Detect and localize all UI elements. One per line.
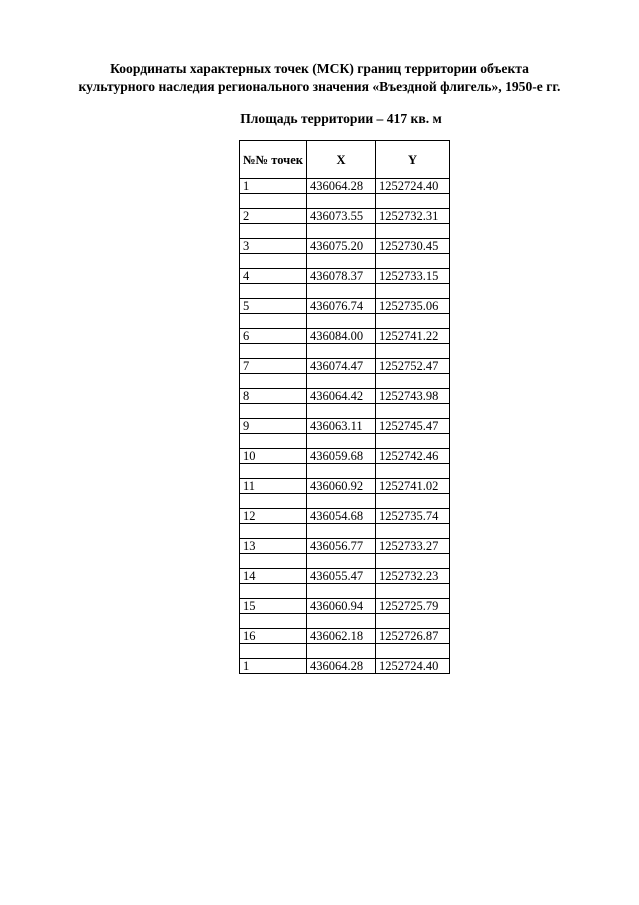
cell-point-number: 12: [240, 509, 307, 524]
cell-point-number: 7: [240, 359, 307, 374]
table-row: [240, 359, 450, 374]
spacer-cell: [306, 254, 375, 269]
table-row: [240, 569, 450, 584]
table-spacer-row: [240, 314, 450, 329]
cell-x: 436064.28: [306, 179, 375, 194]
table-row: [240, 269, 450, 284]
cell-point-number: 3: [240, 239, 307, 254]
table-spacer-row: [240, 284, 450, 299]
spacer-cell: [306, 284, 375, 299]
spacer-cell: [306, 584, 375, 599]
cell-y: 1252743.98: [375, 389, 449, 404]
spacer-cell: [375, 404, 449, 419]
spacer-cell: [240, 554, 307, 569]
spacer-cell: [306, 194, 375, 209]
spacer-cell: [306, 314, 375, 329]
spacer-cell: [306, 524, 375, 539]
cell-point-number: 2: [240, 209, 307, 224]
table-row: [240, 209, 450, 224]
title-line-2: культурного наследия регионального значения «Въездной флигель», 1950-е гг.: [78, 79, 561, 94]
cell-x: 436073.55: [306, 209, 375, 224]
cell-point-number: 16: [240, 629, 307, 644]
spacer-cell: [240, 314, 307, 329]
spacer-cell: [240, 344, 307, 359]
spacer-cell: [375, 314, 449, 329]
cell-y: 1252741.22: [375, 329, 449, 344]
cell-y: 1252741.02: [375, 479, 449, 494]
spacer-cell: [375, 374, 449, 389]
spacer-cell: [306, 344, 375, 359]
table-header-row: [240, 141, 450, 179]
spacer-cell: [306, 464, 375, 479]
spacer-cell: [240, 584, 307, 599]
spacer-cell: [306, 554, 375, 569]
table-spacer-row: [240, 254, 450, 269]
spacer-cell: [375, 344, 449, 359]
spacer-cell: [375, 254, 449, 269]
cell-point-number: 5: [240, 299, 307, 314]
area-text: Площадь территории – 417 кв. м: [240, 111, 442, 126]
table-row: [240, 389, 450, 404]
spacer-cell: [240, 194, 307, 209]
coordinates-table: [239, 140, 450, 674]
table-row: [240, 419, 450, 434]
spacer-cell: [240, 434, 307, 449]
spacer-cell: [306, 374, 375, 389]
cell-x: 436054.68: [306, 509, 375, 524]
cell-y: 1252733.15: [375, 269, 449, 284]
spacer-cell: [375, 614, 449, 629]
table-row: [240, 629, 450, 644]
header-y: Y: [375, 141, 449, 179]
spacer-cell: [306, 614, 375, 629]
spacer-cell: [306, 494, 375, 509]
table-spacer-row: [240, 434, 450, 449]
cell-x: 436056.77: [306, 539, 375, 554]
table-row: [240, 239, 450, 254]
spacer-cell: [240, 614, 307, 629]
cell-point-number: 9: [240, 419, 307, 434]
cell-point-number: 11: [240, 479, 307, 494]
table-spacer-row: [240, 374, 450, 389]
cell-y: 1252742.46: [375, 449, 449, 464]
spacer-cell: [240, 404, 307, 419]
spacer-cell: [375, 554, 449, 569]
table-row: [240, 299, 450, 314]
table-spacer-row: [240, 554, 450, 569]
cell-y: 1252752.47: [375, 359, 449, 374]
spacer-cell: [240, 644, 307, 659]
cell-x: 436084.00: [306, 329, 375, 344]
cell-y: 1252732.23: [375, 569, 449, 584]
spacer-cell: [306, 224, 375, 239]
cell-point-number: 4: [240, 269, 307, 284]
cell-y: 1252735.74: [375, 509, 449, 524]
spacer-cell: [375, 464, 449, 479]
table-spacer-row: [240, 344, 450, 359]
cell-y: 1252725.79: [375, 599, 449, 614]
cell-y: 1252726.87: [375, 629, 449, 644]
table-spacer-row: [240, 404, 450, 419]
spacer-cell: [240, 524, 307, 539]
cell-x: 436059.68: [306, 449, 375, 464]
cell-y: 1252735.06: [375, 299, 449, 314]
table-row: [240, 599, 450, 614]
document-title: [0, 60, 639, 96]
table-row: [240, 329, 450, 344]
cell-y: 1252724.40: [375, 179, 449, 194]
table-row: [240, 509, 450, 524]
title-line-1: Координаты характерных точек (МСК) границ территории объекта: [110, 61, 529, 76]
spacer-cell: [306, 644, 375, 659]
spacer-cell: [375, 434, 449, 449]
cell-x: 436060.92: [306, 479, 375, 494]
table-body: [240, 179, 450, 674]
cell-x: 436075.20: [306, 239, 375, 254]
cell-x: 436062.18: [306, 629, 375, 644]
spacer-cell: [375, 584, 449, 599]
cell-x: 436063.11: [306, 419, 375, 434]
header-point-number: №№ точек: [240, 141, 307, 179]
spacer-cell: [240, 494, 307, 509]
cell-point-number: 13: [240, 539, 307, 554]
table-row: [240, 179, 450, 194]
spacer-cell: [375, 284, 449, 299]
cell-point-number: 1: [240, 659, 307, 674]
cell-x: 436060.94: [306, 599, 375, 614]
table-spacer-row: [240, 464, 450, 479]
cell-y: 1252745.47: [375, 419, 449, 434]
cell-point-number: 15: [240, 599, 307, 614]
table-spacer-row: [240, 494, 450, 509]
spacer-cell: [375, 224, 449, 239]
table-row: [240, 659, 450, 674]
cell-point-number: 8: [240, 389, 307, 404]
table-spacer-row: [240, 614, 450, 629]
table-spacer-row: [240, 224, 450, 239]
spacer-cell: [240, 254, 307, 269]
cell-y: 1252732.31: [375, 209, 449, 224]
cell-point-number: 10: [240, 449, 307, 464]
cell-y: 1252730.45: [375, 239, 449, 254]
spacer-cell: [306, 404, 375, 419]
cell-x: 436078.37: [306, 269, 375, 284]
spacer-cell: [240, 464, 307, 479]
spacer-cell: [375, 644, 449, 659]
table-spacer-row: [240, 524, 450, 539]
cell-y: 1252733.27: [375, 539, 449, 554]
cell-x: 436074.47: [306, 359, 375, 374]
spacer-cell: [240, 224, 307, 239]
cell-x: 436064.42: [306, 389, 375, 404]
table-spacer-row: [240, 584, 450, 599]
spacer-cell: [240, 374, 307, 389]
cell-point-number: 1: [240, 179, 307, 194]
header-x: X: [306, 141, 375, 179]
cell-x: 436064.28: [306, 659, 375, 674]
spacer-cell: [240, 284, 307, 299]
cell-point-number: 14: [240, 569, 307, 584]
cell-x: 436055.47: [306, 569, 375, 584]
table-row: [240, 449, 450, 464]
spacer-cell: [375, 524, 449, 539]
table-spacer-row: [240, 644, 450, 659]
spacer-cell: [375, 194, 449, 209]
cell-point-number: 6: [240, 329, 307, 344]
table-row: [240, 539, 450, 554]
table-row: [240, 479, 450, 494]
spacer-cell: [306, 434, 375, 449]
spacer-cell: [375, 494, 449, 509]
cell-x: 436076.74: [306, 299, 375, 314]
cell-y: 1252724.40: [375, 659, 449, 674]
table-spacer-row: [240, 194, 450, 209]
